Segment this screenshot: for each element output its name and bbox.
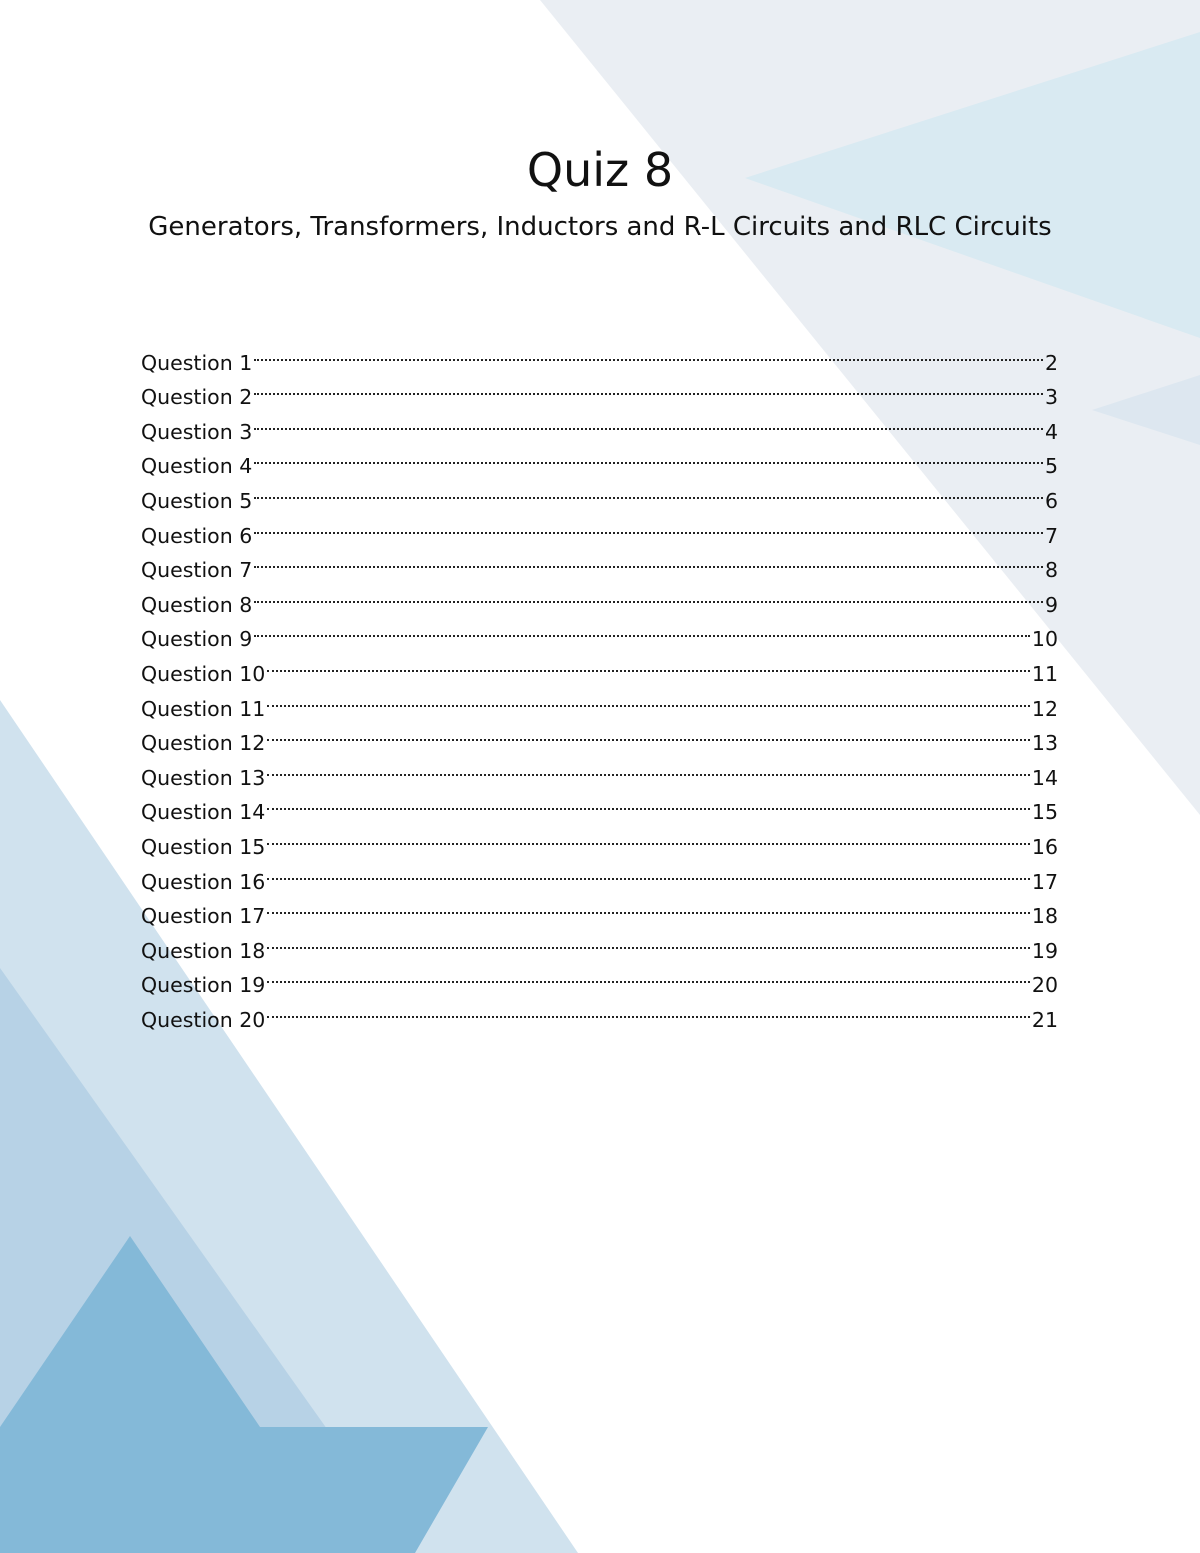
toc-entry-label: Question 17	[141, 904, 266, 929]
toc-dot-leader	[267, 785, 1030, 820]
toc-entry[interactable]	[141, 439, 1058, 479]
toc-entry-label: Question 2	[141, 385, 253, 410]
toc-entry-page-number: 11	[1031, 661, 1058, 686]
toc-entry-label: Question 8	[141, 592, 253, 617]
toc-dot-leader	[254, 473, 1043, 508]
toc-entry-page-number: 7	[1044, 523, 1058, 548]
toc-dot-leader	[254, 335, 1043, 370]
toc-entry[interactable]	[141, 819, 1058, 859]
toc-entry-page-number: 9	[1044, 592, 1058, 617]
toc-dot-leader	[254, 543, 1043, 578]
toc-entry-page-number: 21	[1031, 1007, 1058, 1032]
toc-dot-leader	[267, 992, 1030, 1027]
toc-entry[interactable]	[141, 889, 1058, 929]
toc-entry[interactable]	[141, 854, 1058, 894]
toc-entry-label: Question 11	[141, 696, 266, 721]
toc-dot-leader	[254, 577, 1043, 612]
toc-entry[interactable]	[141, 992, 1058, 1032]
toc-entry-label: Question 9	[141, 627, 253, 652]
toc-entry[interactable]	[141, 646, 1058, 686]
toc-entry[interactable]	[141, 785, 1058, 825]
toc-entry[interactable]	[141, 681, 1058, 721]
toc-dot-leader	[254, 404, 1043, 439]
toc-dot-leader	[267, 716, 1030, 751]
toc-entry-page-number: 20	[1031, 973, 1058, 998]
toc-entry-label: Question 14	[141, 800, 266, 825]
toc-entry-label: Question 1	[141, 350, 253, 375]
toc-entry-label: Question 15	[141, 834, 266, 859]
toc-dot-leader	[254, 370, 1043, 405]
toc-entry[interactable]	[141, 543, 1058, 583]
toc-entry[interactable]	[141, 923, 1058, 963]
toc-dot-leader	[267, 750, 1030, 785]
toc-entry-page-number: 18	[1031, 904, 1058, 929]
toc-entry-label: Question 5	[141, 488, 253, 513]
page-title: Quiz 8	[526, 143, 674, 197]
toc-dot-leader	[267, 854, 1030, 889]
toc-dot-leader	[267, 958, 1030, 993]
toc-entry-page-number: 15	[1031, 800, 1058, 825]
toc-entry-page-number: 8	[1044, 558, 1058, 583]
toc-entry-page-number: 16	[1031, 834, 1058, 859]
toc-entry-page-number: 10	[1031, 627, 1058, 652]
toc-dot-leader	[267, 889, 1030, 924]
toc-entry-label: Question 16	[141, 869, 266, 894]
toc-entry[interactable]	[141, 577, 1058, 617]
page-subtitle: Generators, Transformers, Inductors and R-L Circuits and RLC Circuits	[148, 212, 1052, 242]
toc-entry[interactable]	[141, 473, 1058, 513]
toc-dot-leader	[254, 612, 1030, 647]
toc-entry[interactable]	[141, 508, 1058, 548]
toc-entry[interactable]	[141, 404, 1058, 444]
toc-entry-label: Question 13	[141, 765, 266, 790]
toc-dot-leader	[254, 508, 1043, 543]
toc-entry-page-number: 6	[1044, 488, 1058, 513]
toc-entry-label: Question 12	[141, 731, 266, 756]
toc-entry-page-number: 17	[1031, 869, 1058, 894]
toc-entry-label: Question 4	[141, 454, 253, 479]
toc-entry[interactable]	[141, 612, 1058, 652]
toc-entry-label: Question 7	[141, 558, 253, 583]
toc-entry-label: Question 10	[141, 661, 266, 686]
toc-dot-leader	[267, 646, 1030, 681]
toc-entry-label: Question 20	[141, 1007, 266, 1032]
toc-dot-leader	[267, 681, 1030, 716]
toc-dot-leader	[267, 923, 1030, 958]
toc-dot-leader	[267, 819, 1030, 854]
toc-entry-page-number: 3	[1044, 385, 1058, 410]
toc-entry[interactable]	[141, 716, 1058, 756]
toc-entry[interactable]	[141, 750, 1058, 790]
toc-entry-page-number: 14	[1031, 765, 1058, 790]
toc-entry-label: Question 19	[141, 973, 266, 998]
toc-entry-label: Question 3	[141, 419, 253, 444]
toc-entry-label: Question 18	[141, 938, 266, 963]
toc-entry-page-number: 4	[1044, 419, 1058, 444]
toc-entry[interactable]	[141, 370, 1058, 410]
toc-entry-page-number: 19	[1031, 938, 1058, 963]
toc-entry-label: Question 6	[141, 523, 253, 548]
toc-entry[interactable]	[141, 335, 1058, 375]
toc-entry-page-number: 5	[1044, 454, 1058, 479]
toc-entry-page-number: 13	[1031, 731, 1058, 756]
toc-entry-page-number: 12	[1031, 696, 1058, 721]
toc-entry-page-number: 2	[1044, 350, 1058, 375]
toc-dot-leader	[254, 439, 1043, 474]
toc-entry[interactable]	[141, 958, 1058, 998]
table-of-contents	[141, 335, 1058, 1032]
